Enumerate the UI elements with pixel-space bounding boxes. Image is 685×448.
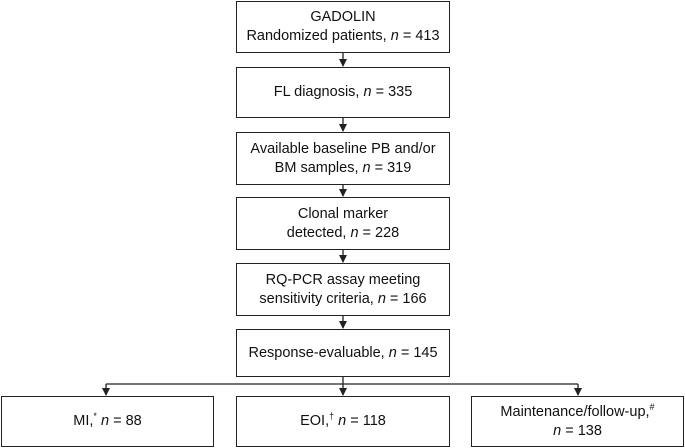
eoi-text: EOI,† n = 118 — [300, 411, 386, 429]
maintenance-line1: Maintenance/follow-up,# — [500, 401, 655, 420]
clonal-line2: detected, n = 228 — [286, 224, 400, 241]
rqpcr-line1: RQ-PCR assay meeting — [265, 271, 421, 288]
box-clonal-marker — [236, 197, 450, 250]
box-eoi — [236, 396, 450, 447]
rqpcr-line2: sensitivity criteria, n = 166 — [259, 290, 427, 307]
response-text: Response-evaluable, n = 145 — [248, 344, 438, 361]
gadolin-count: Randomized patients, n = 413 — [246, 28, 440, 44]
baseline-line1: Available baseline PB and/or — [250, 140, 436, 157]
box-mi — [1, 396, 214, 447]
box-maintenance — [471, 396, 684, 447]
mi-text: MI,* n = 88 — [73, 411, 142, 429]
box-gadolin — [236, 1, 450, 53]
gadolin-title: GADOLIN — [310, 9, 376, 25]
box-response-evaluable — [236, 329, 450, 377]
fl-diagnosis-text: FL diagnosis, n = 335 — [273, 84, 413, 100]
box-fl-diagnosis — [236, 67, 450, 118]
baseline-line2: BM samples, n = 319 — [274, 159, 412, 176]
box-rqpcr-assay — [236, 263, 450, 316]
box-baseline-samples — [236, 132, 450, 185]
clonal-line1: Clonal marker — [297, 205, 389, 222]
maintenance-line2: n = 138 — [553, 422, 602, 439]
